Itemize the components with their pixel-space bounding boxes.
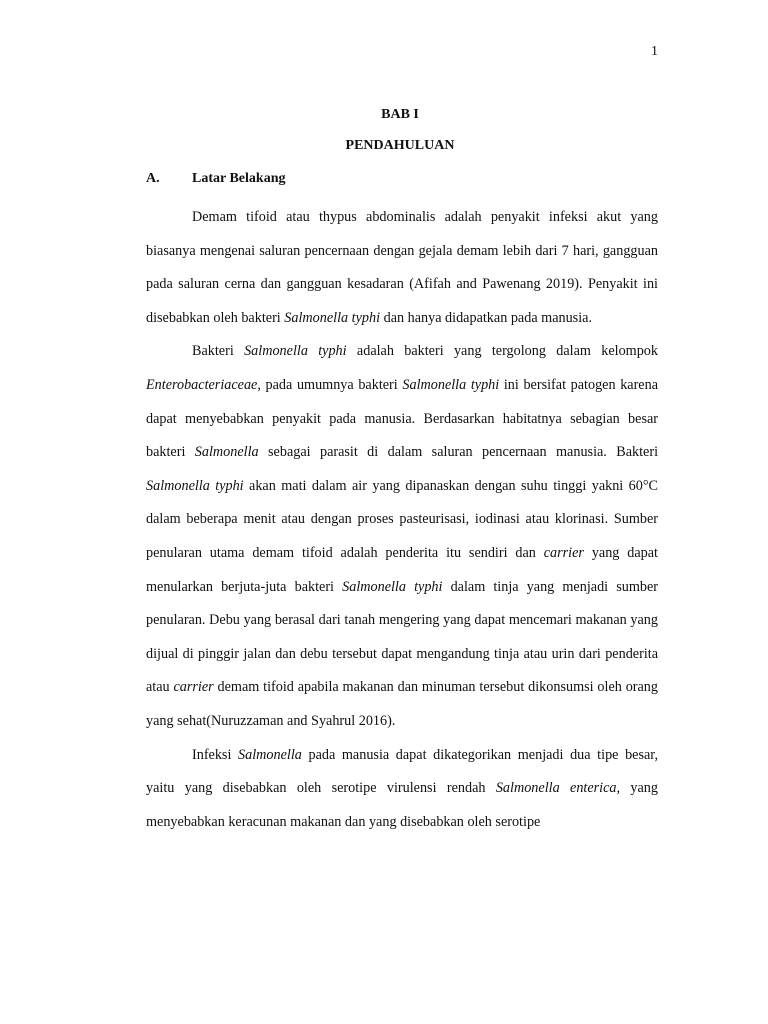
text-run: dan hanya didapatkan pada manusia.: [380, 309, 592, 326]
italic-term: Salmonella enterica,: [495, 780, 621, 797]
italic-term: Salmonella typhi: [146, 477, 244, 494]
section-title: Latar Belakang: [192, 171, 286, 186]
text-run: sebagai parasit di dalam saluran pencernaan manusia. Bakteri: [258, 444, 659, 461]
text-run: Demam tifoid atau thypus abdominalis adalah penyakit infeksi akut yang biasanya mengenai saluran pencernaan dengan gejala demam lebih dari 7 hari, gangguan pada saluran cerna dan gangguan kesadaran (Afifah and Pawenang 2019). Penyakit ini disebabkan oleh bakteri: [146, 209, 658, 326]
italic-term: carrier: [173, 679, 214, 696]
italic-term: Salmonella typhi: [402, 376, 500, 393]
text-run: dalam tinja yang menjadi sumber penularan. Debu yang berasal dari tanah mengering yang dapat mencemari makanan yang dijual di pinggir jalan dan debu tersebut dapat mengandung tinja atau urin dari penderita atau: [146, 578, 658, 696]
text-run: ini bersifat patogen karena dapat menyebabkan penyakit pada manusia. Berdasarkan habitatnya sebagian besar bakteri: [146, 376, 658, 461]
italic-term: Salmonella: [194, 444, 259, 461]
text-run: demam tifoid apabila makanan dan minuman tersebut dikonsumsi oleh orang yang sehat(Nuruzzaman and Syahrul 2016).: [146, 679, 658, 729]
text-run: adalah bakteri yang tergolong dalam kelompok: [346, 343, 658, 360]
chapter-title: PENDAHULUAN: [345, 138, 455, 153]
italic-term: Salmonella typhi: [284, 309, 381, 326]
section-letter: A.: [146, 171, 160, 186]
paragraph: [146, 739, 658, 840]
text-run: Infeksi: [192, 746, 239, 763]
text-run: Bakteri: [192, 343, 245, 360]
text-run: , pada umumnya bakteri: [257, 376, 403, 393]
body-text: [146, 201, 658, 839]
section-heading: [146, 171, 285, 187]
text-run: yang menyebabkan keracunan makanan dan yang disebabkan oleh serotipe: [146, 780, 658, 830]
text-run: akan mati dalam air yang dipanaskan dengan suhu tinggi yakni 60°C dalam beberapa menit atau dengan proses pasteurisasi, iodinasi atau klorinasi. Sumber penularan utama demam tifoid adalah penderita itu sendiri dan: [146, 477, 658, 561]
chapter-heading: BAB I: [381, 107, 419, 122]
text-run: yang dapat menularkan berjuta-juta bakteri: [146, 544, 658, 595]
text-run: pada manusia dapat dikategorikan menjadi dua tipe besar, yaitu yang disebabkan oleh serotipe virulensi rendah: [146, 746, 658, 797]
paragraph: [146, 201, 658, 335]
italic-term: Enterobacteriaceae: [146, 376, 258, 393]
italic-term: Salmonella typhi: [342, 578, 443, 595]
page-number: 1: [651, 44, 658, 59]
italic-term: Salmonella typhi: [244, 343, 347, 360]
italic-term: Salmonella: [238, 746, 302, 763]
paragraph: [146, 335, 658, 738]
italic-term: carrier: [543, 544, 584, 561]
